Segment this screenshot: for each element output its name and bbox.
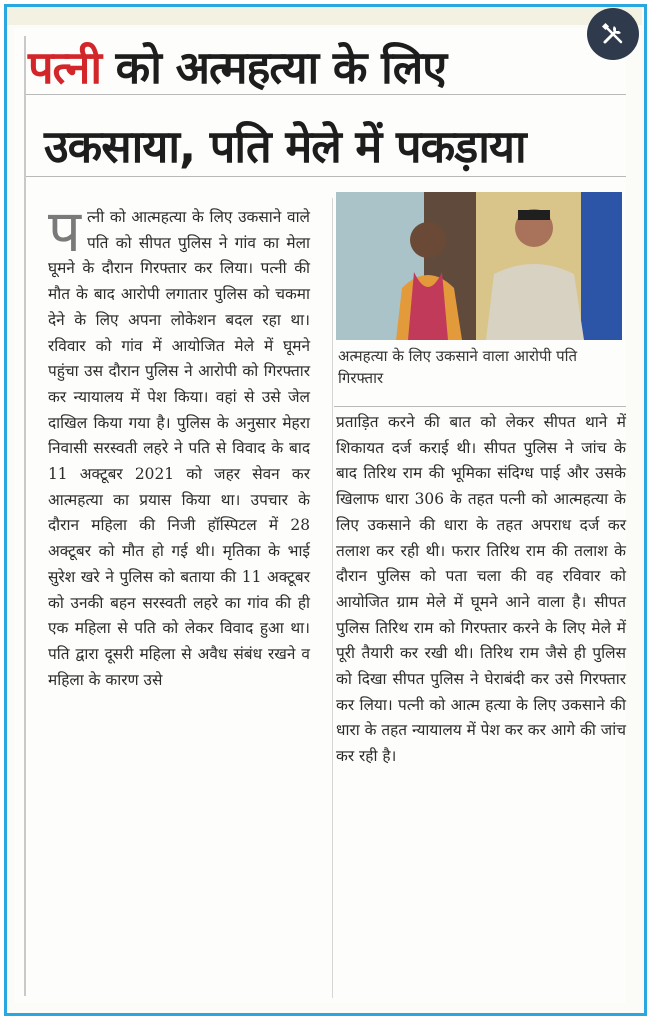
photo-illustration [336,192,622,340]
top-band [7,7,642,25]
column-divider [332,198,333,998]
tools-icon [600,21,626,47]
column-1-text: त्नी को आत्महत्या के लिए उकसाने वाले पति को सीपत पुलिस ने गांव का मेला घूमने के दौरान गिरफ्तार कर लिया। पत्नी की मौत के बाद आरोपी लगातार पुलिस को चकमा देने के लिए अपना लोकेशन बदल रहा था। रविवार को गांव में आयोजित मेले में घूमने पहुंचा उस दौरान पुलिस ने आरोपी को गिरफ्तार कर न्यायालय में पेश किया। वहां से उसे जेल दाखिल किया गया है। पुलिस के अनुसार मेहरा निवासी सरस्वती लहरे ने पति से विवाद के बाद 11 अक्टूबर 2021 को जहर सेवन कर आत्महत्या का प्रयास किया था। उपचार के दौरान महिला की निजी हॉस्पिटल में 28 अक्टूबर को मौत हो गई थी। मृतिका के भाई सुरेश खरे ने पुलिस को बताया की 11 अक्टूबर को उनकी बहन सरस्वती लहरे का गांव की ही एक महिला से पति को लेकर विवाद हुआ था। पति द्वारा दूसरी महिला से अवैध संबंध रखने व महिला के कारण उसे [48,208,310,689]
headline-rule-1 [26,94,626,95]
headline-line-2: उकसाया, पति मेले में पकड़ाया [44,120,526,173]
tools-button[interactable] [587,8,639,60]
drop-cap: प [48,197,81,265]
headline-line-1-text: को अत्महत्या के लिए [101,41,447,94]
caption-rule [334,406,626,407]
left-margin-line [24,36,26,996]
article-column-1 [48,197,310,693]
photo-caption: अत्महत्या के लिए उकसाने वाला आरोपी पति गिरफ्तार [338,347,578,387]
headline-rule-2 [26,176,626,177]
headline-red-word: पत्नी [28,41,102,94]
news-photo [336,192,622,340]
article-column-2: प्रताड़ित करने की बात को लेकर सीपत थाने में शिकायत दर्ज कराई थी। सीपत पुलिस ने जांच के बाद तिरिथ राम की भूमिका संदिग्ध पाई और उसके खिलाफ धारा 306 के तहत पत्नी को आत्महत्या के लिए उकसाने की धारा के तहत अपराध दर्ज कर तलाश कर रही थी। फरार तिरिथ राम की तलाश के दौरान पुलिस को पता चला की वह रविवार को आयोजित ग्राम मेले में घूमने आने वाला है। सीपत पुलिस तिरिथ राम को गिरफ्तार करने के लिए मेले में पूरी तैयारी कर रखी थी। तिरिथ राम जैसे ही पुलिस को दिखा सीपत पुलिस ने घेराबंदी कर उसे गिरफ्तार कर लिया। पत्नी को आत्म हत्या के लिए उकसाने की धारा के तहत न्यायालय में पेश कर कर आगे की जांच कर रही है। [336,413,626,766]
headline-line-1 [28,42,598,94]
